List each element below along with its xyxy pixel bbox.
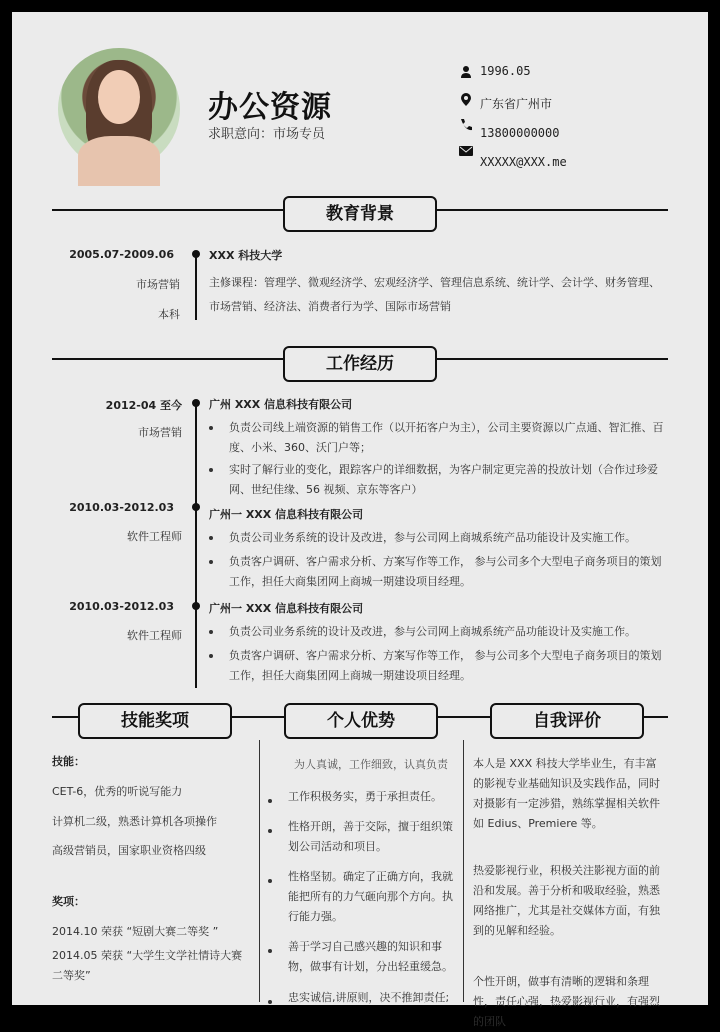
strength-item: 为人真诚，工作细致，认真负责 [294,758,448,771]
strength-item: 善于学习自己感兴趣的知识和事物，做事有计划，分出轻重缓急。 [288,940,453,973]
job-bullet: 负责公司业务系统的设计及改进，参与公司网上商城系统产品功能设计及实施工作。 [229,625,636,638]
edu-major: 市场营销 [136,278,180,291]
awards-label: 奖项： [52,895,85,908]
work-date: 2010.03-2012.03 [69,600,174,613]
company-name: 广州一 XXX 信息科技有限公司 [209,602,364,615]
section-title-work: 工作经历 [283,346,437,382]
job-bullet: 实时了解行业的变化，跟踪客户的详细数据，为客户制定更完善的投放计划（合作过珍爱网、世纪佳缘、56 视频、京东等客户） [229,463,658,496]
resume-page [12,12,708,1028]
column-divider [259,740,260,1002]
job-objective: 求职意向：市场专员 [208,127,326,142]
strength-item: 性格坚韧。确定了正确方向，我就能把所有的力气砸向那个方向。执行能力强。 [288,870,453,923]
strength-item: 性格开朗，善于交际，擅于组织策划公司活动和项目。 [288,820,453,853]
skill-item: 高级营销员，国家职业资格四级 [52,844,206,857]
skills-label: 技能： [52,755,85,768]
timeline-line [195,403,197,688]
phone-number: 13800000000 [480,126,560,140]
edu-school: XXX 科技大学 [209,249,283,262]
work-role: 软件工程师 [127,530,182,543]
company-name: 广州一 XXX 信息科技有限公司 [209,508,364,521]
location-pin-icon [459,92,473,106]
work-role: 软件工程师 [127,629,182,642]
job-bullet: 负责公司业务系统的设计及改进，参与公司网上商城系统产品功能设计及实施工作。 [229,531,636,544]
skill-item: 计算机二级，熟悉计算机各项操作 [52,815,217,828]
section-title-self-eval: 自我评价 [490,703,644,739]
profile-photo [58,48,180,170]
work-date: 2010.03-2012.03 [69,501,174,514]
award-item: 2014.10 荣获 “短剧大赛二等奖 ” [52,925,219,938]
column-divider [463,740,464,1002]
timeline-dot [192,399,200,407]
section-title-skills: 技能奖项 [78,703,232,739]
job-bullet: 负责客户调研、客户需求分析、方案写作等工作， 参与公司多个大型电子商务项目的策划工作，担任大商集团网上商城一期建设项目经理。 [229,555,662,588]
job-bullet: 负责公司线上端资源的销售工作（以开拓客户为主），公司主要资源以广点通、智汇推、百度、小米、360、沃门户等； [229,421,664,454]
section-title-strengths: 个人优势 [284,703,438,739]
edu-date: 2005.07-2009.06 [69,248,174,261]
strength-item: 忠实诚信,讲原则，决不推卸责任; [288,991,450,1004]
email: XXXXX@XXX.me [480,155,567,169]
skill-item: CET-6，优秀的听说写能力 [52,785,183,798]
edu-courses: 主修课程：管理学、微观经济学、宏观经济学、管理信息系统、统计学、会计学、财务管理、市场营销、经济法、消费者行为学、国际市场营销 [209,276,660,313]
strength-item: 工作积极务实，勇于承担责任。 [288,790,442,803]
timeline-line [195,254,197,320]
birth-date: 1996.05 [480,64,531,78]
phone-icon [459,118,473,132]
timeline-dot [192,602,200,610]
work-date: 2012-04 至今 [105,399,182,412]
edu-degree: 本科 [158,308,180,321]
person-icon [459,65,473,79]
timeline-dot [192,250,200,258]
timeline-dot [192,503,200,511]
self-eval-paragraph: 热爱影视行业，积极关注影视方面的前沿和发展。善于分析和吸取经验，熟悉网络推广，尤其是社交媒体方面，有独到的见解和经验。 [473,864,660,937]
self-eval-paragraph: 个性开朗，做事有清晰的逻辑和条理性，责任心强，热爱影视行业，有强烈的团队 [473,975,660,1028]
section-title-education: 教育背景 [283,196,437,232]
name-title: 办公资源 [208,90,332,125]
location: 广东省广州市 [480,97,553,111]
award-item: 2014.05 荣获 “大学生文学社情诗大赛二等奖” [52,949,243,982]
self-eval-paragraph: 本人是 XXX 科技大学毕业生，有丰富的影视专业基础知识及实践作品，同时对摄影有一定涉猎，熟练掌握相关软件如 Edius、Premiere 等。 [473,757,660,830]
company-name: 广州 XXX 信息科技有限公司 [209,398,353,411]
mail-icon [459,144,473,158]
job-bullet: 负责客户调研、客户需求分析、方案写作等工作， 参与公司多个大型电子商务项目的策划工作，担任大商集团网上商城一期建设项目经理。 [229,649,662,682]
work-role: 市场营销 [138,426,182,439]
